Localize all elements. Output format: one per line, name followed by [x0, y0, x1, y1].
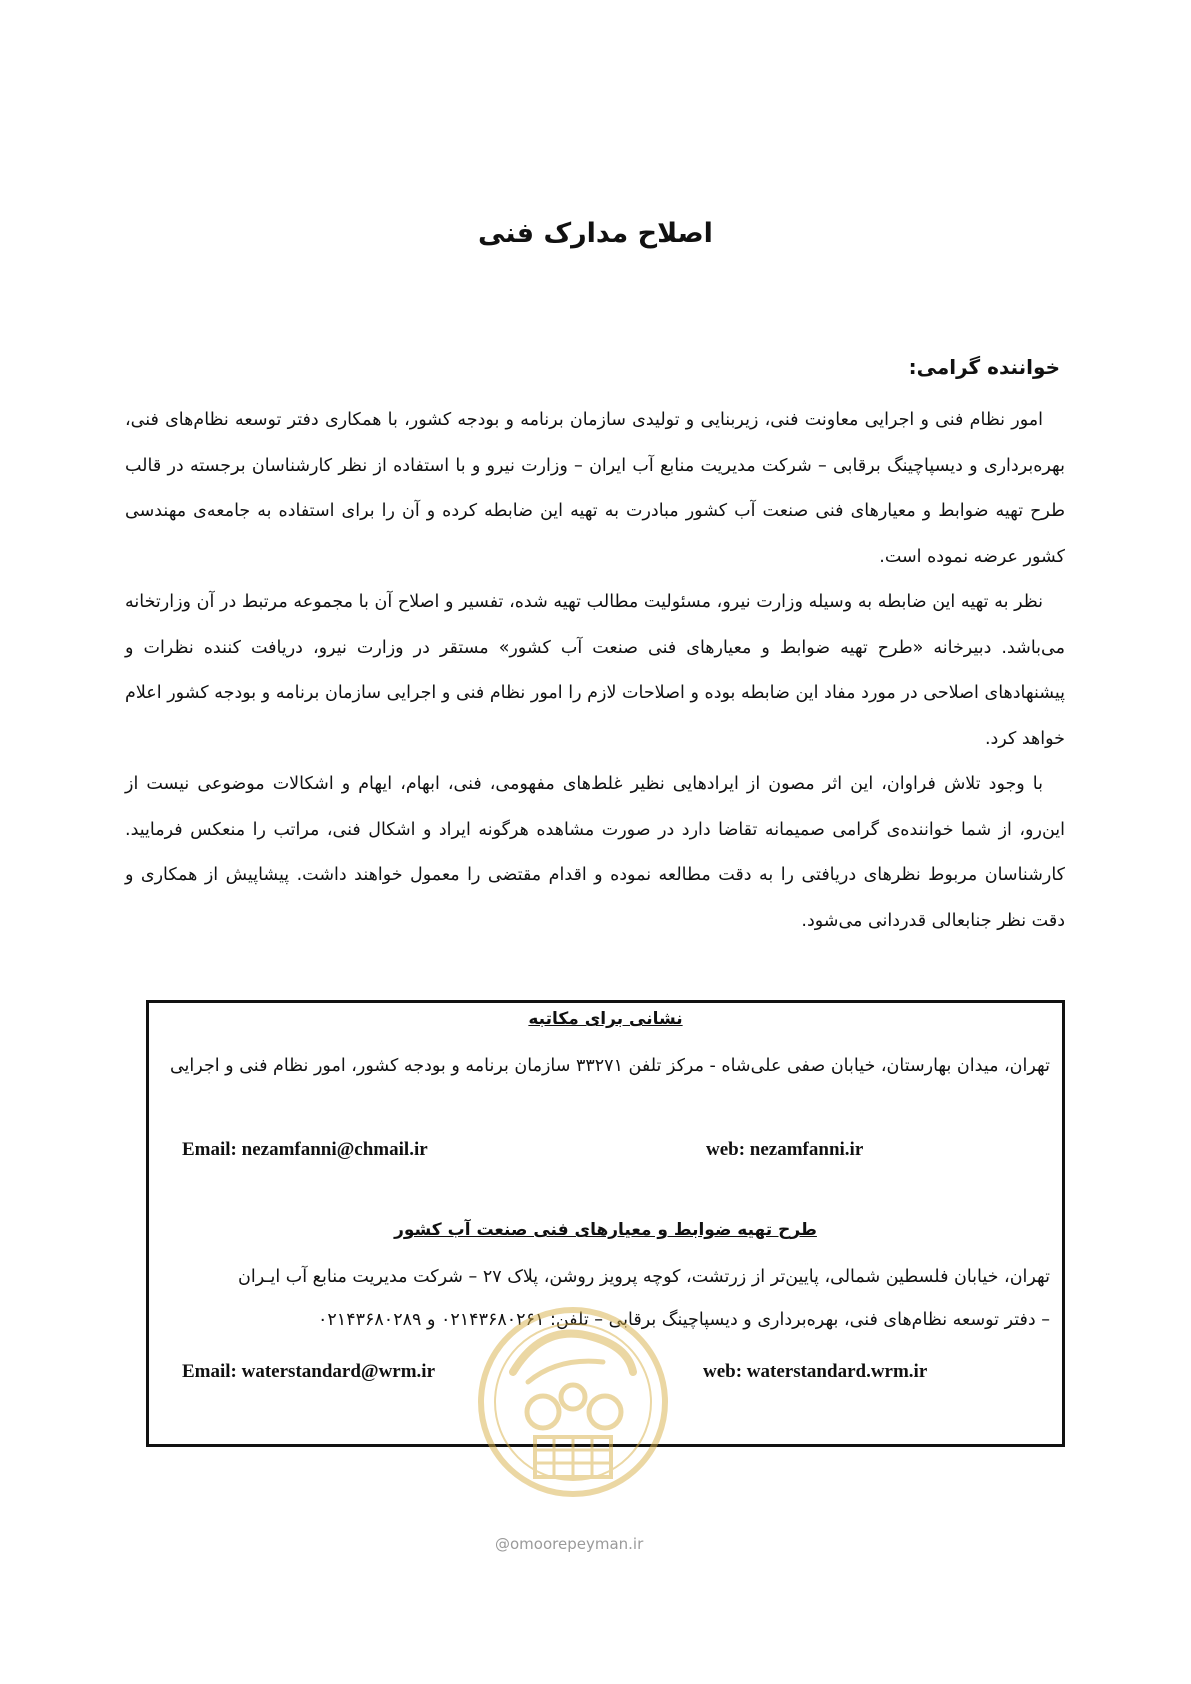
omoorepeyman-seal-icon	[473, 1302, 673, 1502]
water-standards-heading: طرح تهیه ضوابط و معیارهای فنی صنعت آب کشور	[394, 1220, 817, 1240]
waterstandard-email[interactable]: Email: waterstandard@wrm.ir	[182, 1361, 436, 1382]
paragraph-2: نظر به تهیه این ضابطه به وسیله وزارت نیرو، مسئولیت مطالب تهیه شده، تفسیر و اصلاح آن با مجموعه مرتبط در آن وزارتخانه می‌باشد. دبیرخانه «طرح تهیه ضوابط و معیارهای فنی صنعت آب کشور» مستقر در وزارت نیرو، دریافت کننده نظرات و پیشنهادهای اصلاحی در مورد مفاد این ضابطه بوده و اصلاحات لازم را امور نظام فنی و اجرایی سازمان برنامه و بودجه کشور اعلام خواهد کرد.	[125, 592, 1065, 749]
nezamfanni-email[interactable]: Email: nezamfanni@chmail.ir	[182, 1139, 428, 1160]
greeting-heading: خواننده گرامی:	[908, 355, 1060, 379]
page-title: اصلاح مدارک فنی	[478, 218, 713, 249]
nezamfanni-web[interactable]: web: nezamfanni.ir	[706, 1139, 864, 1160]
water-standards-address-line-1: تهران، خیابان فلسطین شمالی، پایین‌تر از زرتشت، کوچه پرویز روشن، پلاک ۲۷ – شرکت مدیریت منابع آب ایـران	[237, 1267, 1050, 1287]
body-text	[125, 398, 1065, 944]
paragraph-3: با وجود تلاش فراوان، این اثر مصون از ایرادهایی نظیر غلط‌های مفهومی، فنی، ابهام، ایهام و اشکالات موضوعی نیست از این‌رو، از شما خواننده‌ی گرامی صمیمانه تقاضا دارد در صورت مشاهده هرگونه ایراد و اشکال فنی، مراتب را منعکس فرمایید. کارشناسان مربوط نظرهای دریافتی را به دقت مطالعه نموده و اقدام مقتضی را معمول خواهند داشت. پیشاپیش از همکاری و دقت نظر جنابعالی قدردانی می‌شود.	[125, 774, 1065, 931]
watermark-caption: @omoorepeyman.ir	[495, 1535, 644, 1553]
correspondence-address	[155, 1045, 1050, 1088]
correspondence-address-heading: نشانی برای مکاتبه	[528, 1009, 683, 1029]
correspondence-address-text: تهران، میدان بهارستان، خیابان صفی علی‌شاه - مرکز تلفن ۳۳۲۷۱ سازمان برنامه و بودجه کشور، امور نظام فنی و اجرایی	[169, 1056, 1050, 1076]
waterstandard-web[interactable]: web: waterstandard.wrm.ir	[703, 1361, 928, 1382]
water-standards-address-line-2: – دفتر توسعه نظام‌های فنی، بهره‌برداری و دیسپاچینگ برقابی – تلفن: ۰۲۱۴۳۶۸۰۲۶۱ و ۰۲۱۴۳۶۸۰۲۸۹	[318, 1310, 1050, 1330]
paragraph-1: امور نظام فنی و اجرایی معاونت فنی، زیربنایی و تولیدی سازمان برنامه و بودجه کشور، با همکاری دفتر توسعه نظام‌های فنی، بهره‌برداری و دیسپاچینگ برقابی – شرکت مدیریت منابع آب ایران – وزارت نیرو و با استفاده از نظر کارشناسان برجسته در قالب طرح تهیه ضوابط و معیارهای فنی صنعت آب کشور مبادرت به تهیه این ضابطه کرده و آن را برای استفاده به جامعه‌ی مهندسی کشور عرضه نموده است.	[125, 410, 1065, 567]
